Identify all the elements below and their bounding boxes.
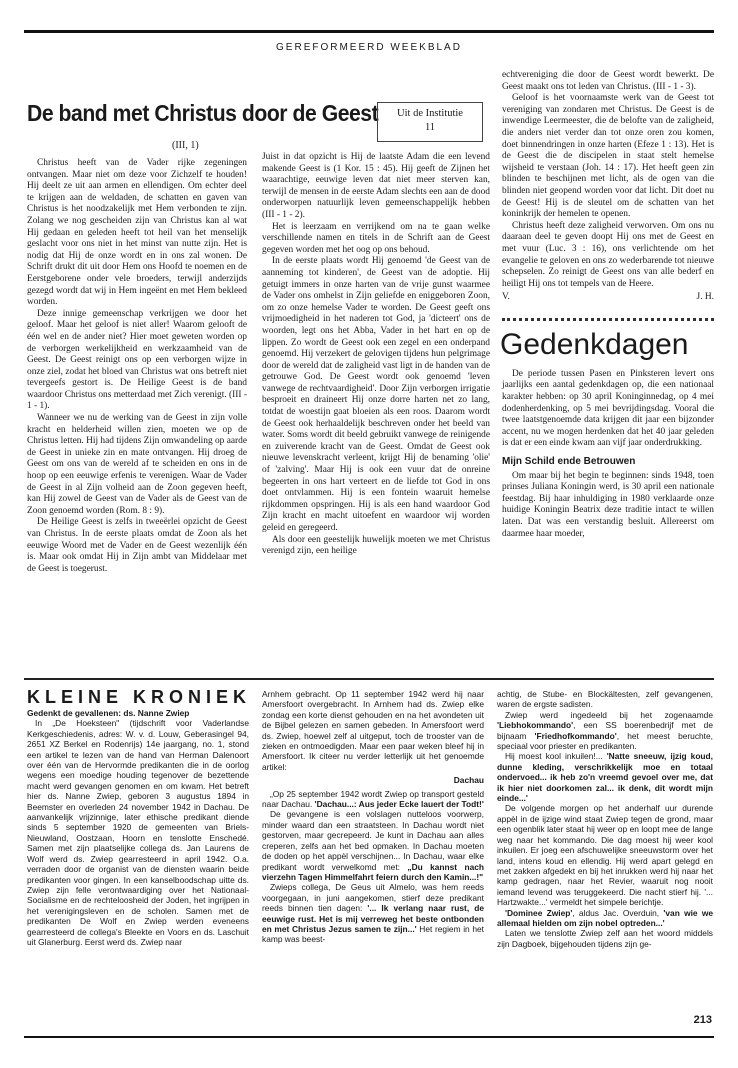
paragraph	[262, 809, 484, 882]
article-column-3	[502, 70, 714, 540]
text-run: , aldus Jac. Overduin,	[572, 907, 664, 918]
quote: 'Dachau...: Aus jeder Ecke lauert der Todt!'	[314, 799, 484, 810]
text-run: Zwieps collega, De Geus uit Almelo, was hem reeds voorgegaan, in juni aangekomen, stierf deze predikant reeds binnen tien dagen:	[262, 882, 484, 914]
signature-line	[502, 292, 714, 304]
paragraph	[497, 710, 713, 752]
article-column-2	[262, 152, 490, 558]
paragraph	[497, 908, 713, 929]
top-rule	[24, 30, 714, 33]
paragraph: Wanneer we nu de werking van de Geest in zijn volle kracht en helderheid willen zien, moeten we op de Christus letten. Hij had tijdens Zijn omwandeling op aarde de Geest in unieke zin en mate ontvangen. Hij droeg de Geest om ons van de wereld af te scheiden en ons in de hoop op een eeuwige erfenis te verenigen. Waar de Vader de Geest in al Zijn volheid aan de Zoon gegeven heeft, kan Hij zowel de Geest van de Vader als de Geest van de Zoon genoemd worden (Rom. 8 : 9).	[27, 413, 248, 516]
page-number: 213	[693, 1014, 712, 1026]
gedenkdagen-title: Gedenkdagen	[500, 327, 689, 361]
paragraph: Christus heeft deze zaligheid verworven. Om ons nu daaraan deel te geven doopt Hij ons met de Geest en met vuur (Luc. 3 : 16), ons verlichtende om het evangelie te geloven en ons zo wederbarende tot nieuwe schepselen. Zo reinigt de Geest ons van alle bederf en heiligt Hij ons tot tempels van de Heere.	[502, 220, 714, 289]
quote: 'Friedhofkommando'	[534, 730, 617, 741]
paragraph: In de eerste plaats wordt Hij genoemd 'de Geest van de aanneming tot kinderen', de Geest van de adoptie. Hij getuigt immers in onze harten van de vrije gunst waarmee de Vader ons omhelst in Zijn geliefde en eniggeboren Zoon, om zo onze hemelse Vader te worden. De Geest geeft ons vrijmoedigheid in het naderen tot God, ja 'dicteert' ons de woorden, legt ons het Abba, Vader in het hart en op de lippen. Zo wordt de Geest ook een zegel en een onderpand genoemd. Hij verzekert de gelovigen tijdens hun pelgrimage door de wereld dat de zaligheid vast ligt in de handen van de getrouwe God. De Geest wordt ook genoemd 'leven vanwege de rechtvaardigheid'. Door Zijn verborgen irrigatie besproeit en draineert Hij onze dorre harten net zo lang, totdat de woestijn gaat bloeien als een roos. Daarom wordt de Geest ook herhaaldelijk beschreven onder het beeld van water. Soms wordt dit beeld gebruikt vanwege de reinigende en zuiverende kracht van de Geest. Omdat de Geest ook nieuwe levenskracht verleent, krijgt Hij de benaming 'olie' of 'zalving'. Maar Hij is ook een vuur dat de onreine begeerten in ons hart verteert en de liefde tot God in ons doet ontvlammen. Hij is een fontein waaruit hemelse rijkdommen opspringen. Hij is als een hand waardoor God Zijn kracht en macht uitoefent en waardoor wij worden geleid en geregeerd.	[262, 256, 490, 533]
paragraph: Deze innige gemeenschap verkrijgen we door het geloof. Maar het geloof is niet aller! Waarom gelooft de één wel en de ander niet? Hier moet geweten worden op de verborgen werkelijkheid en werkzaamheid van de Geest. De Geest reinigt ons op een verborgen wijze in onze ziel, zodat het bloed van Christus wat ons betreft niet tevergeefs gestort is. De Heilige Geest is de band waardoor Christus ons metterdaad met Zich verenigt. (III - 1 - 1).	[27, 308, 247, 412]
paragraph: Geloof is het voornaamste werk van de Geest tot vereniging van zondaren met Christus. De Geest is de inwendige Leermeester, die de belofte van de zaligheid, die anders niet verder dan tot onze oren zou komen, doet binnendringen in onze harten (Efeze 1 : 13). Het is de Geest die de discipelen in staat stelt hemelse wijsheid te verstaan (Joh. 14 : 17). Het heeft geen zin blinden te beschijnen met licht, als de ogen van die blinden niet geopend worden voor dat licht. Dit doet nu de Geest! Hij is de sleutel om de schatten van het koninkrijk der hemelen te openen.	[502, 93, 714, 220]
kroniek-column-3	[497, 689, 713, 949]
gedenkdagen-subhead: Mijn Schild ende Betrouwen	[502, 456, 636, 468]
quote: 'Dominee Zwiep'	[505, 907, 573, 918]
paragraph: Juist in dat opzicht is Hij de laatste Adam die een levend makende Geest is (1 Kor. 15 : 45). Hij geeft de Zijnen het waarachtige, eeuwige leven dat niet meer sterven kan, terwijl de mensen in de eerste Adam slechts een aan de dood onderworpen natuurlijk leven gemeenschappelijk hebben (III - 1 - 2).	[262, 152, 490, 220]
kroniek-column-2	[262, 689, 484, 945]
dachau-heading: Dachau	[453, 775, 484, 786]
text-run: Het regiem in het kamp was beest-	[262, 923, 484, 945]
paragraph: Het is leerzaam en verrijkend om na te gaan welke verschillende namen en titels in de Schrift aan de Geest gegeven worden met het oog op ons behoud.	[262, 221, 490, 255]
paragraph	[262, 789, 484, 810]
series-box-line2: 11	[424, 122, 436, 133]
text-run: Zwiep werd ingedeeld bij het zogenaamde	[505, 709, 713, 720]
article-title: De band met Christus door de Geest	[27, 100, 379, 126]
signature-left: V.	[502, 292, 510, 303]
text-run: „Op 25 september 1942 wordt Zwiep op transport gesteld naar Dachau.	[262, 788, 484, 810]
quote: „Du kannst nach vierzehn Tagen Himmelfahrt feiern durch den Kamin...!"	[262, 861, 484, 882]
series-box-line1: Uit de Institutie	[397, 108, 463, 119]
text-run: , het meest beruchte, speciaal voor priester en predikanten.	[497, 730, 713, 752]
bottom-rule	[24, 1036, 714, 1038]
paragraph	[497, 751, 713, 803]
series-box	[377, 102, 483, 142]
article-reference: (III, 1)	[172, 140, 199, 151]
section-divider	[502, 312, 714, 321]
article-column-1	[27, 158, 247, 575]
kroniek-title: KLEINE KRONIEK	[27, 687, 252, 707]
paragraph: Als door een geestelijk huwelijk moeten we met Christus verenigd zijn, een heilige	[262, 534, 490, 557]
paragraph: achtig, de Stube- en Blockältesten, zelf gevangenen, waren de ergste sadisten.	[497, 689, 713, 710]
quote: '... Ik verlang naar rust, de eeuwige rust. Het is mij verreweg het beste ontbonden en met Christus Jezus samen te zijn...'	[262, 903, 484, 934]
text-run: De gevangene is een volslagen nutteloos voorwerp, minder waard dan een straatsteen. In Dachau wordt niet gestorven, maar gecrepeerd. Je kunt in Dachau aan alles creperen, zelfs aan het bed opmaken. In Dachau moeten de doden op het appèl verschijnen... In Dachau, waar elke predikant wordt verwelkomd met:	[262, 809, 484, 872]
paragraph: De Heilige Geest is zelfs in tweeërlei opzicht de Geest van Christus. In de eerste plaats omdat de Zoon als het eeuwige Woord met de Vader en de Geest wezenlijk één is. Maar ook omdat Hij in Zijn ambt van Middelaar met de Geest is toegerust.	[27, 517, 247, 574]
paragraph: De periode tussen Pasen en Pinksteren levert ons jaarlijks een aantal gedenkdagen op, die een nationaal karakter hebben: op 30 april Koninginnedag, op 4 mei dodenherdenking, op 5 mei bevrijdingsdag. Vooral die twee laatstgenoemde data krijgen dit jaar een bijzonder accent, nu we mogen herdenken dat het 40 jaar geleden is dat er een einde kwam aan vijf jaar onderdrukking.	[502, 368, 714, 449]
paragraph: echtvereniging die door de Geest wordt bewerkt. De Geest maakt ons tot leden van Christus. (III - 1 - 3).	[502, 70, 714, 92]
section-rule	[24, 678, 714, 680]
paragraph: Christus heeft van de Vader rijke zegeningen ontvangen. Maar niet om deze voor Zichzelf te houden! Hij deelt ze uit aan armen en ellendigen. Om echter deel te krijgen aan de weldaden, de schatten en gaven van Christus is het noodzakelijk met Hem verbonden te zijn. Zolang we nog gescheiden zijn van Christus kan al wat Hij gedaan en geleden heeft tot heil van het menselijk geslacht voor ons niet in het minst van nutte zijn. Het is nodig dat Hij de onze wordt en in ons zal wonen. De Schrift drukt dit uit door Hem ons Hoofd te noemen en de Eerstgeborene onder vele broeders, terwijl anderzijds gezegd wordt dat wij in Hem ingeënt en met Hem bekleed worden.	[27, 158, 247, 308]
quote: 'van wie we allemaal hielden om zijn nobel optreden...'	[497, 907, 713, 928]
paragraph	[262, 882, 484, 944]
paragraph: De volgende morgen op het anderhalf uur durende appèl in de ijzige wind staat Zwiep tegen de grond, maar een ogenblik later staat hij weer op en loopt mee de lange weg naar het kommando. Die dag moest hij weer kool inkuilen. Er joeg een afschuwelijke sneeuwstorm over het land, intens koud en ellendig. Hij werd apart gelegd en met zakken afgedekt en bij het inrukken werd hij naar het kamp gedragen, naar het Revier, waaruit nog nooit iemand levend was teruggekeerd. Die nacht stierf hij. '... Hartzwakte...' vermeldt het simpele berichtje.	[497, 803, 713, 908]
kroniek-subhead: Gedenkt de gevallenen: ds. Nanne Zwiep	[27, 708, 190, 718]
kroniek-column-1	[27, 708, 249, 947]
quote: 'Liebhokommando'	[497, 720, 574, 731]
quote: 'Natte sneeuw, ijzig koud, dunne kleding, verschrikkelijk moe en totaal ondervoed... ik heb zo'n vreemd gevoel over me, dat ik hier niet doorkomen zal... ik denk, dit wordt mijn einde...'	[497, 751, 713, 804]
paragraph: Laten we tenslotte Zwiep zelf aan het woord middels zijn Dagboek, bijgehouden tijdens zijn ge-	[497, 928, 713, 949]
text-run: , een SS boerenbedrijf met de bijnaam	[497, 720, 713, 741]
paragraph: In „De Hoeksteen" (tijdschrift voor Vaderlandse Kerkgeschiedenis, adres: W. v. d. Louw, Geberasingel 94, 2651 XZ Berkel en Rodenrijs) 14e jaargang, no. 1, stond een artikel te lezen van de hand van Herman Dalenoort over één van de Hervormde predikanten die in de oorlog wegens een moedige houding tegenover de bezettende macht werd gevangen genomen en om kwam. Het betreft hier ds. Nanne Zwiep, geboren 3 augustus 1894 in Beemster en overleden 24 november 1942 in Dachau. De aanvankelijk vrijzinnige, later ethische predikant diende sinds 5 september 1920 de gemeenten van Briels-Nieuwland, Oostzaan, Hoorn en tenslotte Enschedé. Samen met zijn plaatselijke collega ds. Jan Laurens de Wolf werd ds. Zwiep gearresteerd in april 1942. O.a. verraden door de organist van de diensten waarin beide predikanten voor gingen. In een kanselboodschap uitte ds. Zwiep zijn felle verontwaardiging over het Nationaal-Socialisme en de rechteloosheid der Joden, het ingrijpen in het verenigingsleven en de scholen. Samen met de predikanten De Wolf en Zwiep werden eveneens gearresteerd de collega's Bleekte en Voors en ds. Laschuit uit Glanerburg. Eerst werd ds. Zwiep naar	[27, 718, 249, 947]
paragraph: Om maar bij het begin te beginnen: sinds 1948, toen prinses Juliana Koningin werd, is 30 april een nationale feestdag. Bij haar inhuldiging in 1980 verklaarde onze huidige Koningin Beatrix deze traditie intact te willen laten. Dat was een verstandig besluit. Allereerst om daarmee haar moeder,	[502, 470, 714, 539]
text-run: Hij moest kool inkuilen!...	[505, 751, 607, 762]
signature-right: J. H.	[696, 292, 714, 303]
paragraph: Arnhem gebracht. Op 11 september 1942 werd hij naar Amersfoort overgebracht. In Arnhem had ds. Zwiep elke zondag een korte dienst gehouden en na het avondeten uit de Bijbel gelezen en samen gebeden. In Amersfoort werd ds. Zwiep, hoewel zelf al uitgeput, toch de trooster van de zieken en ontmoedigden. Maar een paar weken bleef hij in Amersfoort. Ik citeer nu verder letterlijk uit het genoemde artikel:	[262, 689, 484, 772]
running-head: GEREFORMEERD WEEKBLAD	[276, 42, 462, 53]
